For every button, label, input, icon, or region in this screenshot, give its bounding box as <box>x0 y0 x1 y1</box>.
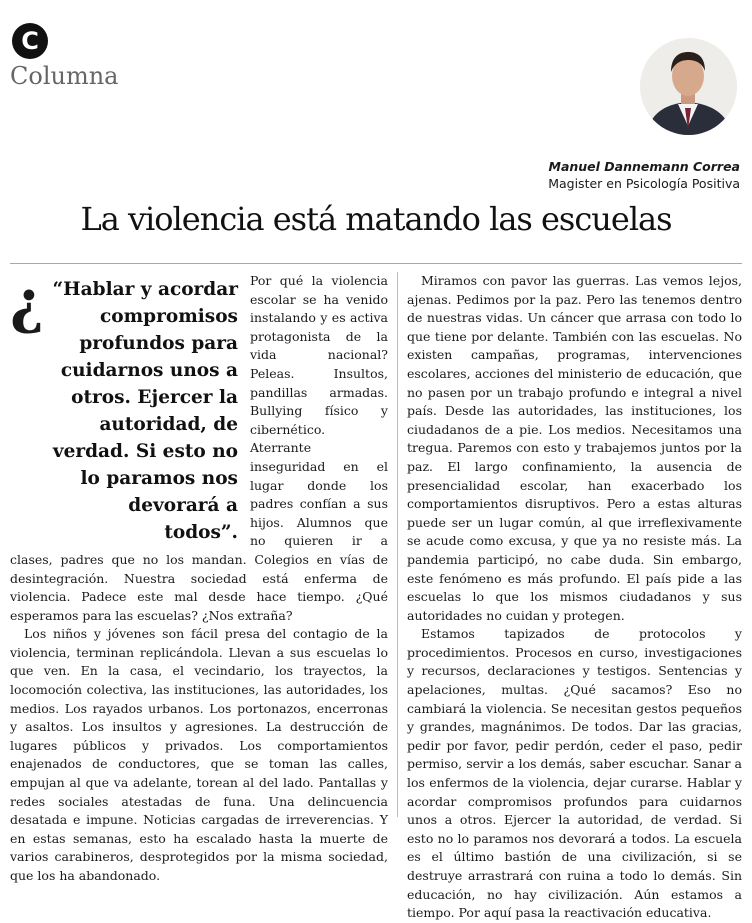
paragraph-2: Los niños y jóvenes son fácil presa del contagio de la violencia, terminan replicándola. Llevan a sus escuelas lo que ven. En la casa, el vecindario, los trayectos, la locomoción colectiva, las instituciones, las autoridades, los medios. Los rayados urbanos. Los portonazos, encerronas y asaltos. Los insultos y agresiones. La destrucción de lugares públicos y privados. Los comportamientos enajenados de conductores, que se toman las calles, empujan al que va adelante, torean al del lado. Pantallas y redes sociales atestadas de funa. Una delincuencia desatada e impune. Noticias cargadas de irreverencias. Y en estas semanas, esto ha escalado hasta la muerte de varios carabineros, desprotegidos por la misma sociedad, que los ha abandonado. <box>10 626 388 883</box>
headline: La violencia está matando las escuelas <box>80 200 672 238</box>
paragraph-intro <box>10 268 388 625</box>
column-divider <box>397 272 398 817</box>
paragraph-intro-text: Por qué la violencia escolar se ha venido instalando y es activa protagonista de la vida nacional? Peleas. Insultos, pandillas armadas. Bullying físico y cibernético. Aterrante inseguridad en el lugar donde los padres confían a sus hijos. Alumnos que no quieren ir a clases, padres que no los mandan. Colegios en vías de desintegración. Nuestra sociedad está enferma de violencia. Padece este mal desde hace tiempo. ¿Qué esperamos para las escuelas? ¿Nos extraña? <box>10 273 388 623</box>
section-label: Columna <box>10 62 119 90</box>
paragraph-4: Estamos tapizados de protocolos y procedimientos. Procesos en curso, investigaciones y recursos, declaraciones y testigos. Sentencias y apelaciones, multas. ¿Qué sacamos? Eso no cambiará la violencia. Se necesitan gestos pequeños y grandes, magnánimos. De todos. Dar las gracias, pedir por favor, pedir perdón, ceder el paso, pedir permiso, servir a los demás, saber escuchar. Sanar a los enfermos de la violencia, dejar curarse. Hablar y acordar compromisos profundos para cuidarnos unos a otros. Ejercer la autoridad, de verdad. Si esto no lo paramos nos devorará a todos. La escuela es el último bastión de una civilización, si se destruye arrastrará con ruina a todo lo demás. Sin educación, no hay civilización. Aún estamos a tiempo. Por aquí pasa la reactivación educativa. <box>407 626 742 921</box>
paragraph-3: Miramos con pavor las guerras. Las vemos lejos, ajenas. Pedimos por la paz. Pero las tenemos dentro de nuestras vidas. Un cáncer que arrasa con todo lo que tiene por delante. También con las escuelas. No existen campañas, programas, intervenciones escolares, acciones del ministerio de educación, que no pasen por un trabajo profundo e integral a nivel país. Desde las autoridades, las instituciones, los ciudadanos de a pie. Los medios. Necesitamos una tregua. Paremos con esto y trabajemos juntos por la paz. El largo confinamiento, la ausencia de presencialidad escolar, han exacerbado los comportamientos disruptivos. Pero a estas alturas puede ser un lugar común, al que irreflexivamente se acude como excusa, y que ya no resiste más. La pandemia participó, no cabe duda. Sin embargo, este fenómeno es más profundo. El país pide a las escuelas lo que los mismos ciudadanos y sus autoridades no cuidan y protegen. <box>407 273 742 623</box>
author-byline <box>548 158 740 192</box>
article-column-right <box>407 272 742 923</box>
author-portrait-icon <box>640 38 737 135</box>
divider <box>10 263 742 264</box>
author-name: Manuel Dannemann Correa <box>548 159 740 174</box>
pull-quote: “Hablar y acordar compromisos profundos para cuidarnos unos a otros. Ejercer la autoridad, de verdad. Si esto no lo paramos nos devorará a todos”. <box>52 279 238 543</box>
article-column-left <box>10 268 388 886</box>
drop-cap: ¿ <box>10 268 44 336</box>
author-photo <box>640 38 737 135</box>
author-title: Magister en Psicología Positiva <box>548 176 740 191</box>
column-badge-icon: C <box>12 23 48 59</box>
